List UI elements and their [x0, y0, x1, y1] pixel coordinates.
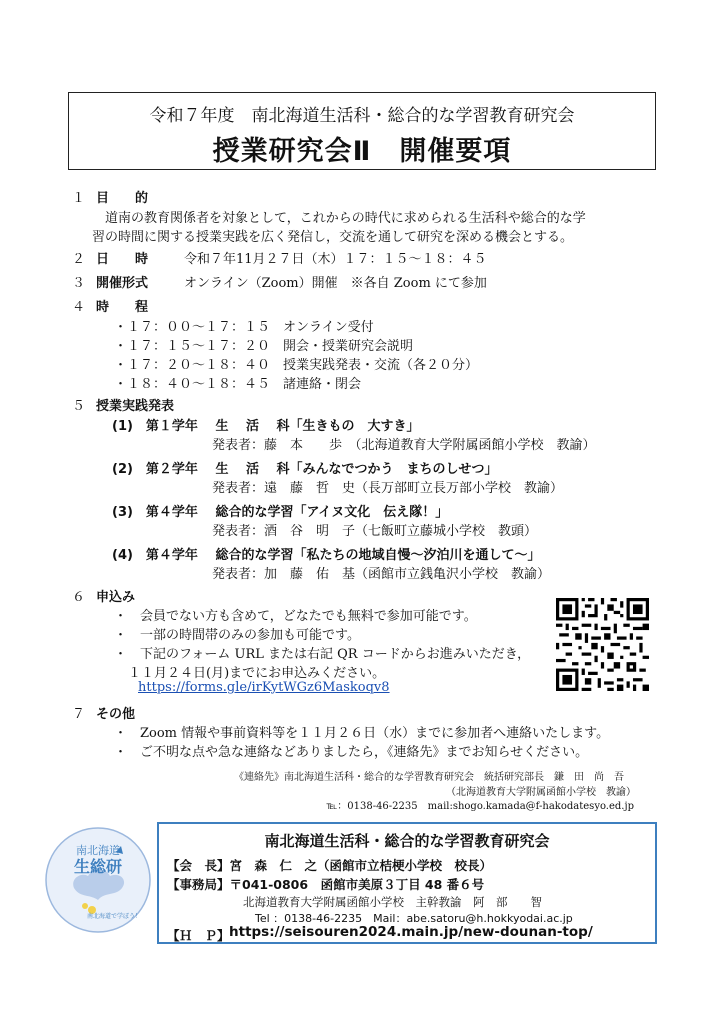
datetime-value: 令和７年11月２７日（木）１７：１５～１８：４５ [184, 252, 487, 267]
footer-box [157, 822, 657, 944]
footer-org: 南北海道生活科・総合的な学習教育研究会 [264, 832, 550, 850]
footer-office: 【事務局】〒041-0806 函館市美原３丁目 48 番６号 [167, 877, 485, 892]
schedule-item: ・１７：００～１７：１５ オンライン受付 [114, 320, 374, 335]
logo-tag: 南北海道で学ぼう！ [86, 913, 142, 920]
section-number-1: １ [72, 191, 86, 206]
schedule-item: ・１７：１５～１７：２０ 開会・授業研究会説明 [114, 339, 414, 354]
section-number-5: ５ [72, 399, 86, 414]
contact-line1: 《連絡先》南北海道生活科・総合的な学習教育研究会 統括研究部長 鎌 田 尚 吾 [234, 772, 624, 783]
contact-line3: ℡：0138-46-2235 mail:shogo.kamada@f-hakodatesyo.ed.jp [326, 801, 634, 812]
other-item: ・ ご不明な点や急な連絡などありましたら，《連絡先》までお知らせください。 [114, 745, 589, 760]
section-number-2: ２ [72, 252, 86, 267]
presentation-title: (2) 第２学年 生 活 科「みんなでつかう まちのしせつ」 [112, 462, 498, 477]
purpose-line2: 習の時間に関する授業実践を広く発信し，交流を通して研究を深める機会とする。 [92, 230, 574, 245]
footer-hp-label: 【Ｈ Ｐ】 [167, 928, 230, 943]
purpose-heading: 目 的 [96, 191, 149, 206]
title-box [68, 92, 656, 170]
purpose-line1: 道南の教育関係者を対象として，これからの時代に求められる生活科や総合的な学 [105, 211, 586, 226]
schedule-item: ・１７：２０～１８：４０ 授業実践発表・交流（各２０分） [114, 358, 479, 373]
presentation-presenter: 発表者：遠 藤 哲 史（長万部町立長万部小学校 教諭） [212, 481, 564, 496]
section-number-6: ６ [72, 590, 86, 605]
presentation-presenter: 発表者：酒 谷 明 子（七飯町立藤城小学校 教頭） [212, 524, 538, 539]
section-number-4: ４ [72, 300, 86, 315]
other-item: ・ Zoom 情報や事前資料等を１１月２６日（水）までに参加者へ連絡いたします。 [114, 726, 610, 741]
datetime-heading: 日 時 [96, 252, 149, 267]
footer-president: 【会 長】宮 森 仁 之（函館市立桔梗小学校 校長） [167, 858, 493, 873]
presentation-title: (4) 第４学年 総合的な学習「私たちの地域自慢～汐泊川を通して～」 [112, 548, 541, 563]
schedule-heading: 時 程 [96, 300, 149, 315]
page-title: 授業研究会Ⅱ 開催要項 [212, 136, 512, 167]
section-number-7: ７ [72, 707, 86, 722]
other-heading: その他 [96, 707, 136, 722]
org-logo-icon [44, 826, 152, 934]
presentation-title: (3) 第４学年 総合的な学習「アイヌ文化 伝え隊！」 [112, 505, 449, 520]
footer-office2: 北海道教育大学附属函館小学校 主幹教諭 阿 部 智 [243, 895, 542, 909]
contact-line2: （北海道教育大学附属函館小学校 教諭） [446, 787, 636, 798]
application-heading: 申込み [96, 590, 136, 605]
presentation-presenter: 発表者：加 藤 佑 基（函館市立銭亀沢小学校 教諭） [212, 567, 551, 582]
presentation-presenter: 発表者：藤 本 歩 （北海道教育大学附属函館小学校 教諭） [212, 438, 596, 453]
footer-hp-url[interactable]: https://seisouren2024.main.jp/new-dounan-top/ [229, 924, 593, 940]
format-heading: 開催形式 [96, 276, 149, 291]
qr-code-icon[interactable] [556, 598, 649, 691]
presentations-heading: 授業実践発表 [96, 399, 175, 414]
application-item: ・ 会員でない方も含めて，どなたでも無料で参加可能です。 [114, 609, 477, 624]
footer-tel: Tel ：0138-46-2235 Mail：abe.satoru@h.hokkyodai.ac.jp [255, 912, 573, 925]
application-deadline: １１月２４日(月)までにお申込みください。 [128, 666, 386, 681]
logo-line2: 生総研 [73, 857, 123, 876]
format-value: オンライン（Zoom）開催 ※各自 Zoom にて参加 [184, 276, 487, 291]
schedule-item: ・１８：４０～１８：４５ 諸連絡・閉会 [114, 377, 362, 392]
section-number-3: ３ [72, 276, 86, 291]
presentation-title: (1) 第１学年 生 活 科「生きもの 大すき」 [112, 419, 420, 434]
application-form-link[interactable]: https://forms.gle/irKytWGz6Maskoqv8 [138, 680, 390, 695]
logo-line1: 南北海道 [76, 844, 120, 857]
application-item: ・ 下記のフォーム URL または右記 QR コードからお進みいただき， [114, 647, 531, 662]
application-item: ・ 一部の時間帯のみの参加も可能です。 [114, 628, 360, 643]
header-subtitle: 令和７年度 南北海道生活科・総合的な学習教育研究会 [149, 106, 575, 126]
